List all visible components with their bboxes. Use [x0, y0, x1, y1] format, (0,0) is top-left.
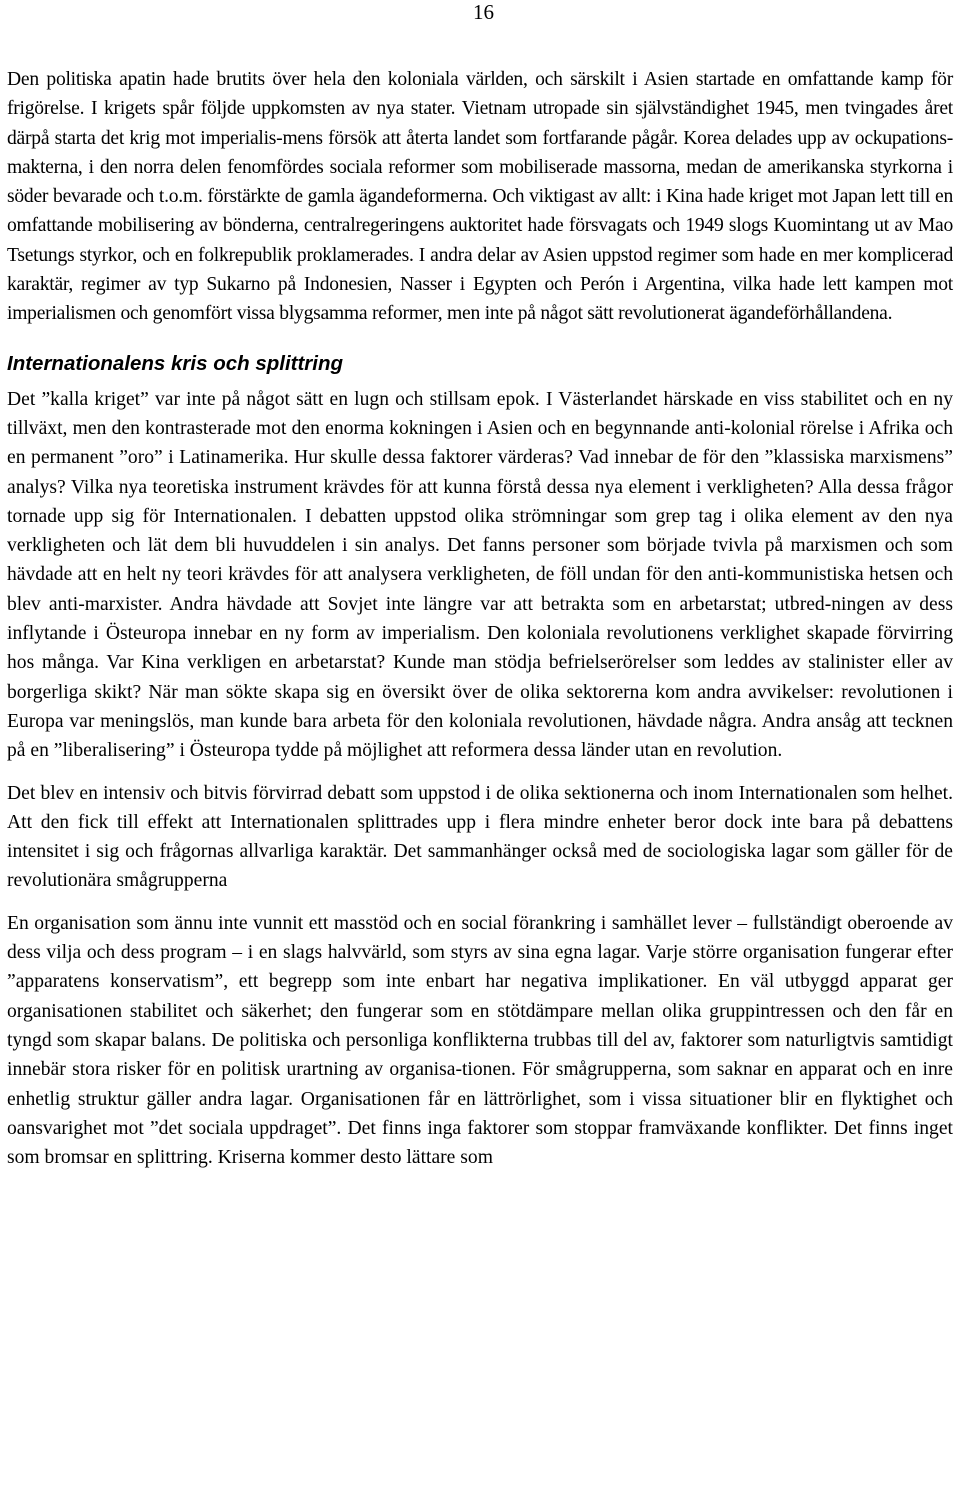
paragraph-debate: Det blev en intensiv och bitvis förvirrad debatt som uppstod i de olika sektionerna och inom Internationalen som helhet. Att den fick till effekt att Internationalen splittrades upp i flera mindre enheter beror dock inte bara på debattens intensitet i sig och frågornas allvarliga karaktär. Det sammanhänger också med de sociologiska lagar som gäller för de revolutionära smågrupperna	[7, 782, 953, 892]
paragraph-organisation: En organisation som ännu inte vunnit ett masstöd och en social förankring i samhället lever – fullständigt oberoende av dess vilja och dess program – i en slags halvvärld, som styrs av sina egna lagar. Varje större organisation fungerar efter ”apparatens konservatism”, ett begrepp som inte enbart har negativa implikationer. En väl utbyggd apparat ger organisationen stabilitet och säkerhet; den fungerar som en stötdämpare mellan olika gruppintressen och den får en tyngd som skapar balans. De politiska och personliga konflikterna trubbas till del av, faktorer som naturligtvis samtidigt innebär stora risker för en politisk urartning av organisa-tionen. För smågrupperna, som saknar en apparat och en inre enhetlig struktur gäller andra lagar. Organisationen får en lättrörlighet, som i vissa situationer blir en flyktighet och oansvarighet mot ”det sociala uppdraget”. Det finns inga faktorer som stoppar framväxande konflikter. Det finns inget som bromsar en splittring. Kriserna kommer desto lättare som	[7, 912, 953, 1169]
document-body	[7, 65, 953, 1172]
page-number: 16	[473, 0, 494, 24]
paragraph-decolonization: Den politiska apatin hade brutits över hela den koloniala världen, och särskilt i Asien startade en omfattande kamp för frigörelse. I krigets spår följde uppkomsten av nya stater. Vietnam utropade sin självständighet 1945, men tvingades året därpå starta det krig mot imperialis-mens försök att återta landet som fortfarande pågår. Korea delades upp av ockupations-makterna, i den norra delen fenomfördes sociala reformer som mobiliserade massorna, medan de amerikanska styrkorna i söder bevarade och t.o.m. förstärkte de gamla ägandeformerna. Och viktigast av allt: i Kina hade kriget mot Japan lett till en omfattande mobilisering av bönderna, centralregeringens auktoritet hade försvagats och 1949 slogs Kuomintang ut av Mao Tsetungs styrkor, och en folkrepublik proklamerades. I andra delar av Asien uppstod regimer som hade en mer komplicerad karaktär, regimer av typ Sukarno på Indonesien, Nasser i Egypten och Perón i Argentina, vilka hade lett kampen mot imperialismen och genomfört vissa blygsamma reformer, men inte på något sätt revolutionerat ägandeförhållandena.	[7, 69, 953, 325]
section-heading: Internationalens kris och splittring	[7, 351, 344, 375]
paragraph-cold-war: Det ”kalla kriget” var inte på något sätt en lugn och stillsam epok. I Västerlandet härskade en viss stabilitet och en ny tillväxt, men den kontrasterade mot den enorma kokningen i Asien och en begynnande anti-kolonial rörelse i Afrika och en permanent ”oro” i Latinamerika. Hur skulle dessa faktorer värderas? Vad innebar de för den ”klassiska marxismens” analys? Vilka nya teoretiska instrument krävdes för att kunna förstå dessa nya element i verkligheten? Alla dessa frågor tornade upp sig för Internationalen. I debatten uppstod olika strömningar som grep tag i olika element av den nya verkligheten och lät dem bli huvuddelen i sin analys. Det fanns personer som började tvivla på marxismen och som hävdade att en helt ny teori krävdes för att analysera verkligheten, de föll undan för den anti-kommunistiska hetsen och blev anti-marxister. Andra hävdade att Sovjet inte längre var att betrakta som en arbetarstat; utbred-ningen av dess inflytande i Östeuropa innebar en ny form av imperialism. Den koloniala revolutionens verklighet skapade förvirring hos många. Var Kina verkligen en arbetarstat? Kunde man stödja befrielserörelser som leddes av stalinister eller av borgerliga skikt? När man sökte skapa sig en översikt över de olika sektorerna kom andra avvikelser: revolutionen i Europa var meningslös, man kunde bara arbeta för den koloniala revolutionen, hävdade några. Andra ansåg att tecknen på en ”liberalisering” i Östeuropa tydde på möjlighet att reformera dessa länder utan en revolution.	[7, 388, 953, 762]
